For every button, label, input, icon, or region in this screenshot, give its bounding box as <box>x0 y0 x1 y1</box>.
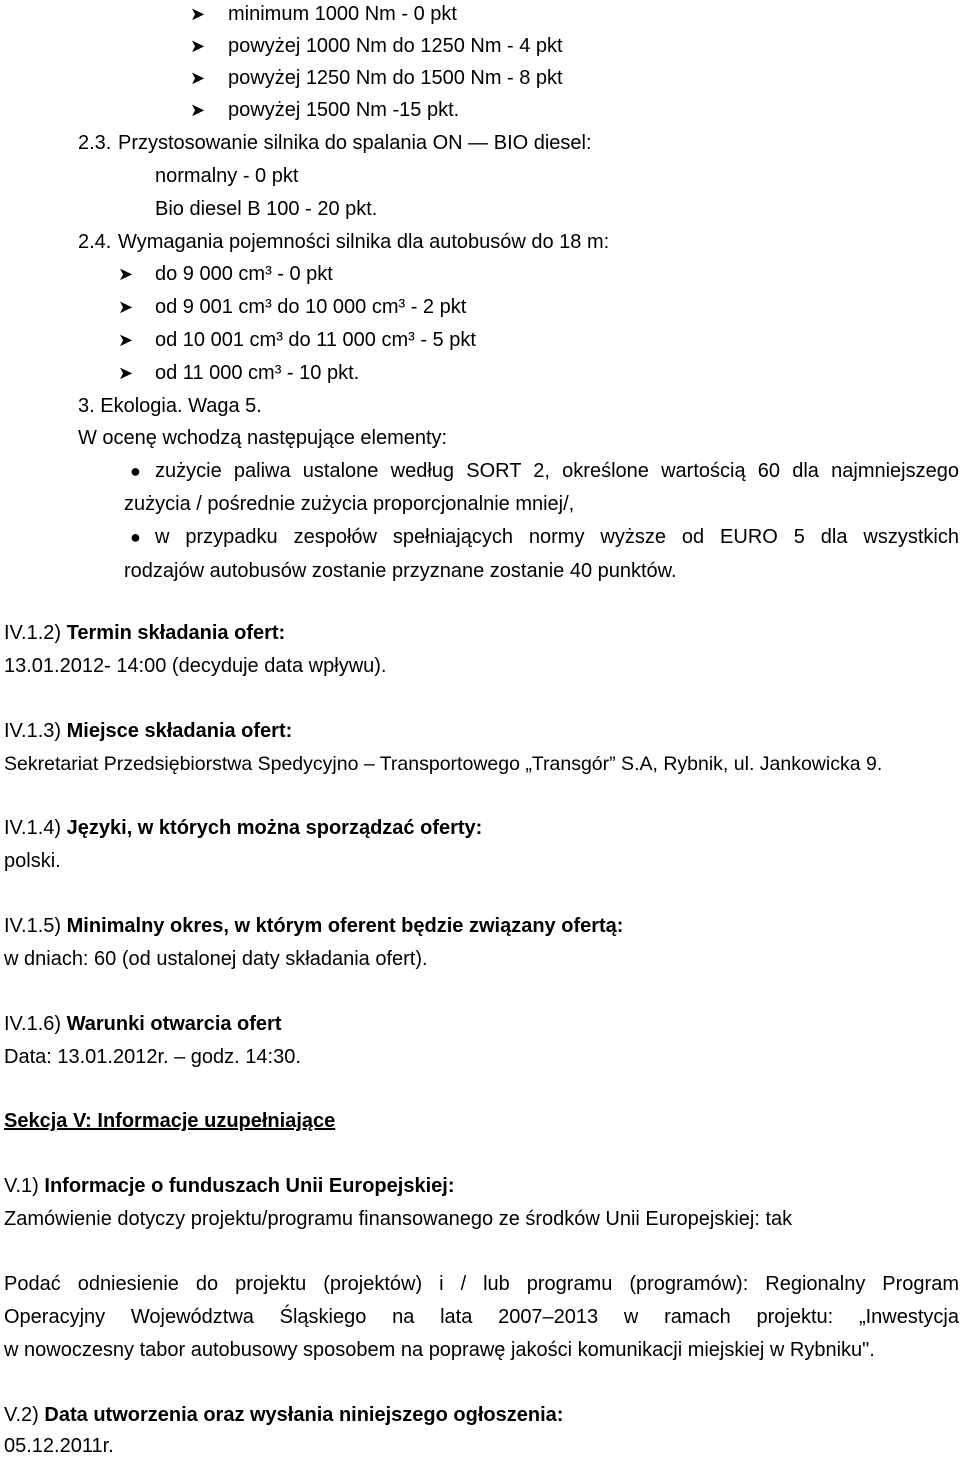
section-title: Informacje o funduszach Unii Europejskiej: <box>44 1175 455 1197</box>
option-line: normalny - 0 pkt <box>155 165 299 187</box>
section-title: Wymagania pojemności silnika dla autobusów do 18 m: <box>118 231 610 253</box>
section-title: Miejsce składania ofert: <box>66 720 293 742</box>
option-line: Bio diesel B 100 - 20 pkt. <box>155 198 378 220</box>
section-title: Warunki otwarcia ofert <box>66 1013 282 1035</box>
reference-text: Podać odniesienie do projektu (projektów) i / lub programu (programów): Regionalny Program <box>4 1273 959 1295</box>
list-item: powyżej 1500 Nm -15 pkt. <box>228 99 460 121</box>
arrow-bullet-icon: ➤ <box>118 297 134 317</box>
section-heading <box>4 816 482 840</box>
list-item: od 10 001 cm³ do 11 000 cm³ - 5 pkt <box>155 329 476 351</box>
list-item: powyżej 1250 Nm do 1500 Nm - 8 pkt <box>228 67 563 89</box>
section-heading <box>4 719 292 743</box>
bullet-icon: ● <box>130 461 141 481</box>
section-value: Sekretariat Przedsiębiorstwa Spedycyjno – Transportowego „Transgór” S.A, Rybnik, ul. Jankowicka 9. <box>4 753 883 775</box>
arrow-bullet-icon: ➤ <box>118 330 134 350</box>
section-prefix: IV.1.3) <box>4 720 67 742</box>
section-heading <box>4 1174 454 1198</box>
reference-text: Operacyjny Województwa Śląskiego na lata 2007–2013 w ramach projektu: „Inwestycja <box>4 1306 959 1328</box>
section-title: Termin składania ofert: <box>66 622 286 644</box>
section-title: Języki, w których można sporządzać oferty: <box>66 817 483 839</box>
arrow-bullet-icon: ➤ <box>118 363 134 383</box>
list-item: do 9 000 cm³ - 0 pkt <box>155 263 333 285</box>
list-item: od 11 000 cm³ - 10 pkt. <box>155 362 360 384</box>
bullet-icon: ● <box>130 527 141 547</box>
section-heading: 3. Ekologia. Waga 5. <box>78 395 262 417</box>
section-value: Data: 13.01.2012r. – godz. 14:30. <box>4 1046 301 1068</box>
section-value: 05.12.2011r. <box>4 1435 114 1457</box>
section-v-title-text: Sekcja V: Informacje uzupełniające <box>4 1110 336 1132</box>
arrow-bullet-icon: ➤ <box>190 36 206 56</box>
arrow-bullet-icon: ➤ <box>190 68 206 88</box>
section-number: 2.3. <box>78 132 112 154</box>
section-title: Data utworzenia oraz wysłania niniejszego ogłoszenia: <box>44 1404 564 1426</box>
section-heading <box>4 1403 563 1427</box>
bullet-text: zużycia / pośrednie zużycia proporcjonalnie mniej/, <box>124 493 575 515</box>
list-item: powyżej 1000 Nm do 1250 Nm - 4 pkt <box>228 35 563 57</box>
list-item: od 9 001 cm³ do 10 000 cm³ - 2 pkt <box>155 296 467 318</box>
section-heading <box>4 914 623 938</box>
section-prefix: IV.1.5) <box>4 915 67 937</box>
section-value: Zamówienie dotyczy projektu/programu finansowanego ze środków Unii Europejskiej: tak <box>4 1208 793 1230</box>
section-prefix: IV.1.6) <box>4 1013 67 1035</box>
section-title: Minimalny okres, w którym oferent będzie związany ofertą: <box>66 915 624 937</box>
section-prefix: IV.1.4) <box>4 817 67 839</box>
bullet-text: zużycie paliwa ustalone według SORT 2, określone wartością 60 dla najmniejszego <box>155 460 959 482</box>
reference-text: w nowoczesny tabor autobusowy sposobem na poprawę jakości komunikacji miejskiej w Rybniku". <box>4 1339 875 1361</box>
section-prefix: IV.1.2) <box>4 622 67 644</box>
intro-text: W ocenę wchodzą następujące elementy: <box>78 427 448 449</box>
section-prefix: V.2) <box>4 1404 45 1426</box>
bullet-text: w przypadku zespołów spełniających normy wyższe od EURO 5 dla wszystkich <box>155 526 959 548</box>
section-title: Przystosowanie silnika do spalania ON — BIO diesel: <box>118 132 592 154</box>
section-value: w dniach: 60 (od ustalonej daty składania ofert). <box>4 948 428 970</box>
section-v-title <box>4 1109 335 1133</box>
arrow-bullet-icon: ➤ <box>190 4 206 24</box>
arrow-bullet-icon: ➤ <box>190 100 206 120</box>
section-number: 2.4. <box>78 231 112 253</box>
section-value: polski. <box>4 850 61 872</box>
section-heading <box>4 621 285 645</box>
bullet-text: rodzajów autobusów zostanie przyznane zostanie 40 punktów. <box>124 560 677 582</box>
section-heading <box>4 1012 282 1036</box>
arrow-bullet-icon: ➤ <box>118 264 134 284</box>
section-value: 13.01.2012- 14:00 (decyduje data wpływu). <box>4 655 387 677</box>
list-item: minimum 1000 Nm - 0 pkt <box>228 3 457 25</box>
section-prefix: V.1) <box>4 1175 45 1197</box>
